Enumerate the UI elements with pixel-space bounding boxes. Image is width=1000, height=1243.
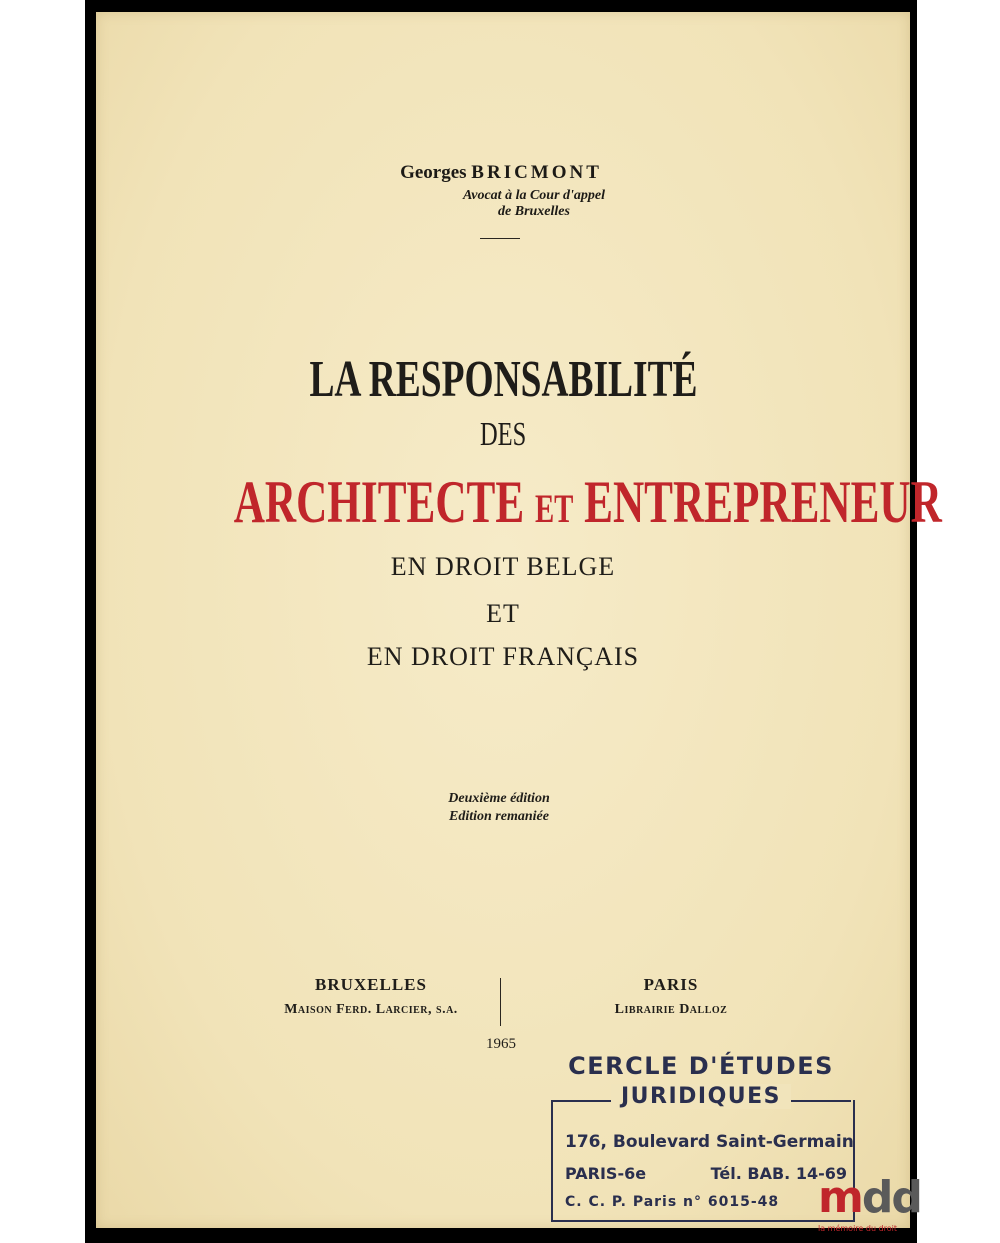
publisher-brussels (236, 974, 506, 1018)
book-cover (96, 12, 942, 1228)
affiliation-line-2: de Bruxelles (498, 204, 570, 219)
edition-note (396, 790, 602, 826)
publisher-divider (500, 978, 501, 1026)
publisher-paris-name: Librairie Dalloz (614, 1002, 728, 1017)
publisher-brussels-city: BRUXELLES (315, 975, 427, 994)
stamp-line-1: CERCLE D'ÉTUDES (568, 1052, 834, 1080)
stamp-ccp: C. C. P. Paris n° 6015-48 (565, 1194, 780, 1210)
library-stamp (541, 1048, 861, 1228)
author-surname: BRICMONT (471, 162, 602, 183)
author-rule (480, 238, 520, 239)
title-line-6: EN DROIT FRANÇAIS (366, 642, 640, 671)
publication-year: 1965 (486, 1036, 516, 1052)
stamp-city-phone (565, 1164, 847, 1183)
title-line-1-text: LA RESPONSABILITÉ (308, 351, 698, 408)
title-line-2 (96, 416, 910, 454)
author-affiliation (414, 188, 654, 220)
stamp-phone: Tél. BAB. 14-69 (710, 1164, 847, 1183)
stamp-line-2-text: JURIDIQUES (611, 1084, 791, 1109)
logo-letters (818, 1172, 921, 1223)
title-connector: ET (534, 486, 574, 531)
mdd-logo (818, 1172, 921, 1240)
stamp-line-2 (541, 1084, 861, 1109)
author-name (94, 162, 908, 184)
title-line-2-text: DES (479, 416, 527, 453)
publisher-paris-city: PARIS (643, 975, 699, 994)
title-line-1 (96, 350, 910, 409)
title-architecte: ARCHITECTE (233, 469, 525, 535)
edition-line-2: Edition remaniée (449, 809, 549, 824)
title-line-3-text (234, 468, 942, 537)
title-line-3 (96, 468, 942, 537)
title-line-4: EN DROIT BELGE (390, 552, 616, 581)
stamp-city: PARIS-6e (565, 1164, 647, 1183)
publisher-paris (556, 974, 786, 1018)
title-entrepreneur: ENTREPRENEUR (584, 469, 942, 535)
logo-tagline: la mémoire du droit (818, 1224, 898, 1233)
logo-letters-dd: dd (861, 1172, 921, 1223)
edition-line-1: Deuxième édition (448, 791, 550, 806)
logo-letter-m: m (818, 1172, 862, 1223)
author-first-name: Georges (400, 162, 467, 183)
stamp-address: 176, Boulevard Saint-Germain (565, 1132, 854, 1152)
title-line-5: ET (486, 599, 520, 628)
affiliation-line-1: Avocat à la Cour d'appel (462, 188, 606, 203)
publisher-brussels-name: Maison Ferd. Larcier, s.a. (284, 1002, 458, 1017)
